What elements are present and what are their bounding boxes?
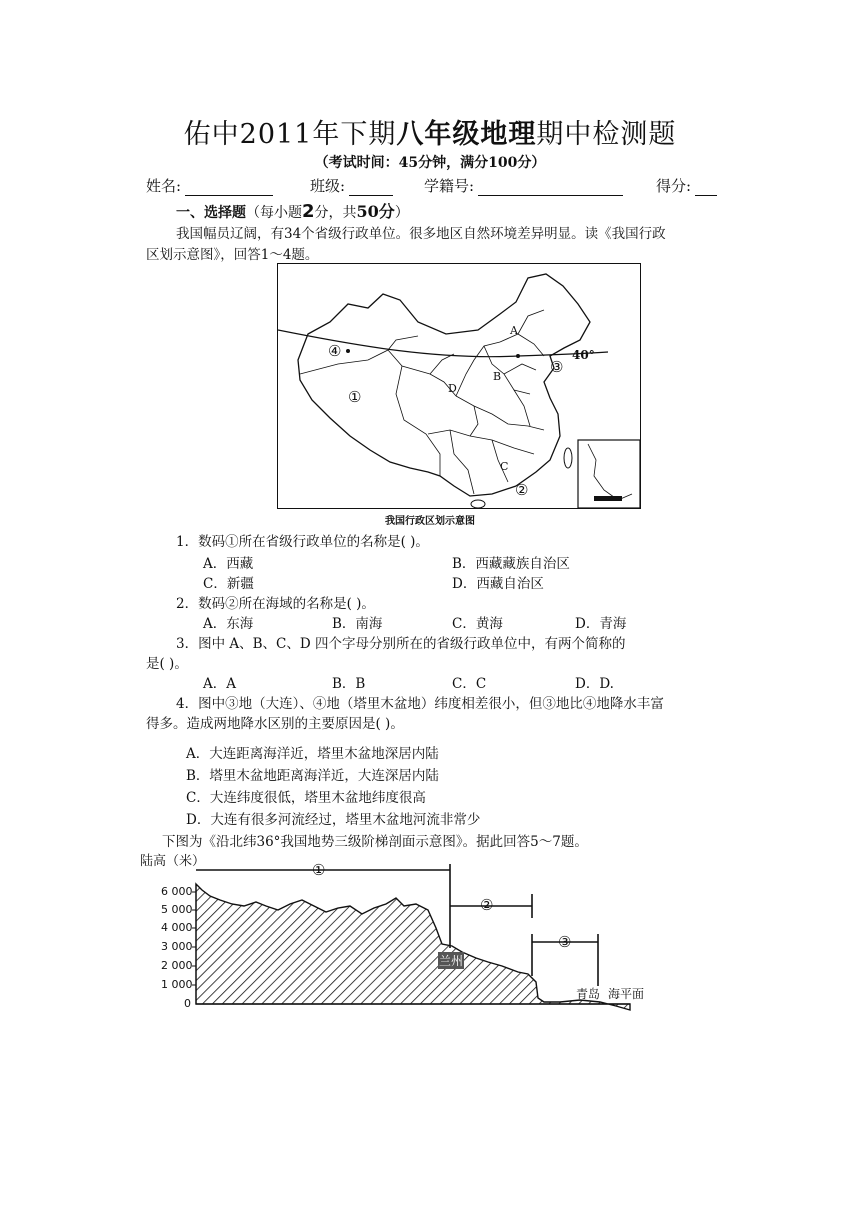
score-blank[interactable] xyxy=(695,181,717,196)
class-blank[interactable] xyxy=(349,181,393,196)
map-label-b: B xyxy=(493,370,502,383)
taiwan-island xyxy=(564,448,572,468)
step3-label: ③ xyxy=(558,933,572,951)
page-title xyxy=(0,112,860,151)
score-label: 得分: xyxy=(656,177,692,195)
y-tick-0: 0 xyxy=(184,997,191,1010)
section-heading xyxy=(176,199,409,222)
y-tick-2000: 2 000 xyxy=(161,959,193,972)
score-field xyxy=(656,175,717,196)
id-label: 学籍号: xyxy=(424,177,475,195)
q2-option-b[interactable]: B．南海 xyxy=(332,616,383,632)
q2-option-c[interactable]: C．黄海 xyxy=(452,616,503,632)
y-tick-6000: 6 000 xyxy=(161,885,193,898)
q1-option-c[interactable]: C．新疆 xyxy=(203,576,254,592)
map-label-a: A xyxy=(510,324,518,337)
y-tick-5000: 5 000 xyxy=(161,903,193,916)
q3-stem-line2: 是( )。 xyxy=(146,656,188,672)
intro2-text: 下图为《沿北纬36°我国地势三级阶梯剖面示意图》。据此回答5～7题。 xyxy=(162,834,588,850)
intro1-line2: 区划示意图》，回答1～4题。 xyxy=(146,247,319,263)
map-label-c: C xyxy=(500,460,509,473)
map-label-4: ④ xyxy=(328,342,342,360)
step1-label: ① xyxy=(312,861,326,879)
step2-label: ② xyxy=(480,896,494,914)
points-pre: （每小题 xyxy=(246,205,302,221)
q3-option-d[interactable]: D．D. xyxy=(575,676,614,692)
q4-option-b[interactable]: B．塔里木盆地距离海洋近，大连深居内陆 xyxy=(186,768,439,784)
sea-level-label: 海平面 xyxy=(608,987,645,1001)
terrain-profile xyxy=(140,848,660,1022)
qingdao-label: 青岛 xyxy=(576,987,601,1001)
map-label-3: ③ xyxy=(550,358,564,376)
exam-subtitle: （考试时间：45分钟，满分100分） xyxy=(314,155,546,171)
class-field xyxy=(310,175,393,196)
lanzhou-label: 兰州 xyxy=(439,954,464,968)
q3-option-c[interactable]: C．C xyxy=(452,676,487,692)
q4-stem-line1: 4．图中③地（大连）、④地（塔里木盆地）纬度相差很小，但③地比④地降水丰富 xyxy=(176,696,664,712)
name-field xyxy=(146,175,273,196)
profile-ylabel: 陆高（米） xyxy=(140,854,206,869)
intro1-line1: 我国幅员辽阔，有34个省级行政单位。很多地区自然环境差异明显。读《我国行政 xyxy=(176,226,666,242)
map-caption: 我国行政区划示意图 xyxy=(385,516,475,527)
q2-stem: 2．数码②所在海域的名称是( )。 xyxy=(176,596,375,612)
points-total: 50分 xyxy=(356,202,395,221)
section-title: 一、选择题 xyxy=(176,205,246,221)
q3-stem-line1: 3．图中 A、B、C、D 四个字母分别所在的省级行政单位中，有两个简称的 xyxy=(176,636,626,652)
hainan-island xyxy=(471,500,485,508)
q1-option-a[interactable]: A．西藏 xyxy=(203,556,254,572)
points-mid: 分，共 xyxy=(314,205,357,221)
title-part1: 佑中2011年下期 xyxy=(183,119,397,150)
q2-option-d[interactable]: D．青海 xyxy=(575,616,627,632)
title-bold: 八年级地理 xyxy=(396,119,537,150)
id-blank[interactable] xyxy=(478,181,623,196)
q4-option-c[interactable]: C．大连纬度很低，塔里木盆地纬度很高 xyxy=(186,790,426,806)
china-map-drawing xyxy=(278,264,640,508)
points-post: ） xyxy=(394,205,409,221)
y-tick-1000: 1 000 xyxy=(161,978,193,991)
q2-option-a[interactable]: A．东海 xyxy=(203,616,254,632)
name-label: 姓名: xyxy=(146,177,182,195)
map-label-d: D xyxy=(448,382,457,395)
q3-option-b[interactable]: B．B xyxy=(332,676,366,692)
map-label-lat: 40° xyxy=(572,348,595,362)
q3-option-a[interactable]: A．A xyxy=(203,676,236,692)
q4-stem-line2: 得多。造成两地降水区别的主要原因是( )。 xyxy=(146,716,404,732)
q4-option-a[interactable]: A．大连距离海洋近，塔里木盆地深居内陆 xyxy=(186,746,439,762)
q1-option-b[interactable]: B．西藏藏族自治区 xyxy=(452,556,570,572)
q1-stem: 1．数码①所在省级行政单位的名称是( )。 xyxy=(176,534,429,550)
id-field xyxy=(424,175,623,196)
y-tick-4000: 4 000 xyxy=(161,921,193,934)
title-part2: 期中检测题 xyxy=(536,119,677,150)
map-label-1: ① xyxy=(348,388,362,406)
china-admin-map xyxy=(277,263,641,509)
class-label: 班级: xyxy=(310,177,346,195)
name-blank[interactable] xyxy=(185,181,273,196)
q4-option-d[interactable]: D．大连有很多河流经过，塔里木盆地河流非常少 xyxy=(186,812,481,828)
china-outline xyxy=(298,274,590,496)
map-label-2: ② xyxy=(515,481,529,499)
q1-option-d[interactable]: D．西藏自治区 xyxy=(452,576,544,592)
points-num: 2 xyxy=(302,201,315,222)
y-tick-3000: 3 000 xyxy=(161,940,193,953)
